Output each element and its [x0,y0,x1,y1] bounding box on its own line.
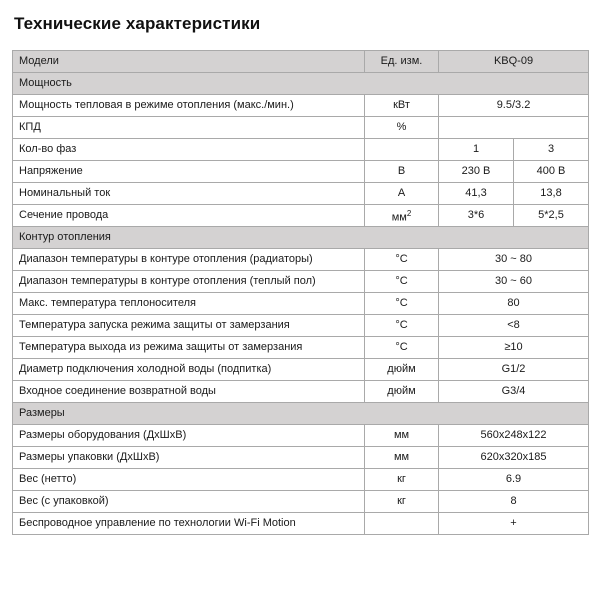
table-row [13,359,589,381]
row-unit: В [365,161,439,183]
section-header-row [13,227,589,249]
row-value-phase-3: 3 [514,139,589,161]
row-value: G3/4 [439,381,589,403]
section-title-dimensions: Размеры [13,403,589,425]
row-label: Вес (с упаковкой) [13,491,365,513]
section-header-row [13,73,589,95]
section-title-heating-circuit: Контур отопления [13,227,589,249]
row-unit: дюйм [365,359,439,381]
row-value-phase-1: 1 [439,139,514,161]
row-unit: кВт [365,95,439,117]
table-row [13,117,589,139]
row-unit [365,139,439,161]
column-header-model-name: KBQ-09 [439,51,589,73]
row-value-phase-1: 3*6 [439,205,514,227]
row-label: Мощность тепловая в режиме отопления (макс./мин.) [13,95,365,117]
row-value: 6.9 [439,469,589,491]
row-value-phase-1: 230 В [439,161,514,183]
row-value: + [439,513,589,535]
table-row [13,293,589,315]
row-unit [365,513,439,535]
row-label: Диаметр подключения холодной воды (подпитка) [13,359,365,381]
row-unit: $мм^2$ [365,205,439,227]
table-row [13,425,589,447]
table-row [13,183,589,205]
row-label: Сечение провода [13,205,365,227]
row-value-phase-1: 41,3 [439,183,514,205]
row-unit: кг [365,469,439,491]
unit-superscript: 2 [406,208,412,218]
table-row [13,249,589,271]
table-row [13,491,589,513]
row-value: ≥10 [439,337,589,359]
row-unit: А [365,183,439,205]
table-row [13,337,589,359]
row-value-phase-3: 400 В [514,161,589,183]
row-label: Напряжение [13,161,365,183]
row-label: Вес (нетто) [13,469,365,491]
row-value: 560x248x122 [439,425,589,447]
row-label: Беспроводное управление по технологии Wi-Fi Motion [13,513,365,535]
row-unit: °C [365,271,439,293]
row-label: Температура выхода из режима защиты от замерзания [13,337,365,359]
row-label: Размеры оборудования (ДхШхВ) [13,425,365,447]
table-row [13,95,589,117]
table-row [13,447,589,469]
row-label: Кол-во фаз [13,139,365,161]
table-row [13,139,589,161]
row-value: 620x320x185 [439,447,589,469]
table-row [13,161,589,183]
row-label: Макс. температура теплоносителя [13,293,365,315]
row-value: 80 [439,293,589,315]
row-label: Размеры упаковки (ДхШхВ) [13,447,365,469]
specifications-table [12,50,589,535]
row-value: 9.5/3.2 [439,95,589,117]
table-row [13,469,589,491]
table-row [13,205,589,227]
row-label: Номинальный ток [13,183,365,205]
row-label: Диапазон температуры в контуре отопления (радиаторы) [13,249,365,271]
table-row [13,381,589,403]
row-value: G1/2 [439,359,589,381]
section-header-row [13,403,589,425]
row-label: Диапазон температуры в контуре отопления (теплый пол) [13,271,365,293]
row-unit: мм [365,447,439,469]
row-value-phase-3: 13,8 [514,183,589,205]
row-unit: °C [365,337,439,359]
row-value [439,117,589,139]
row-unit: мм [365,425,439,447]
row-unit: кг [365,491,439,513]
row-label: КПД [13,117,365,139]
table-row [13,271,589,293]
row-value: 30 ~ 60 [439,271,589,293]
table-header-row [13,51,589,73]
column-header-models: Модели [13,51,365,73]
row-unit: дюйм [365,381,439,403]
table-row [13,315,589,337]
row-value-phase-3: 5*2,5 [514,205,589,227]
row-unit: °C [365,293,439,315]
row-label: Температура запуска режима защиты от замерзания [13,315,365,337]
table-row [13,513,589,535]
row-unit: % [365,117,439,139]
row-label: Входное соединение возвратной воды [13,381,365,403]
row-unit: °C [365,315,439,337]
page-title: Технические характеристики [14,14,261,33]
column-header-unit: Ед. изм. [365,51,439,73]
section-title-power: Мощность [13,73,589,95]
row-value: 30 ~ 80 [439,249,589,271]
row-unit: °C [365,249,439,271]
row-value: 8 [439,491,589,513]
row-value: <8 [439,315,589,337]
